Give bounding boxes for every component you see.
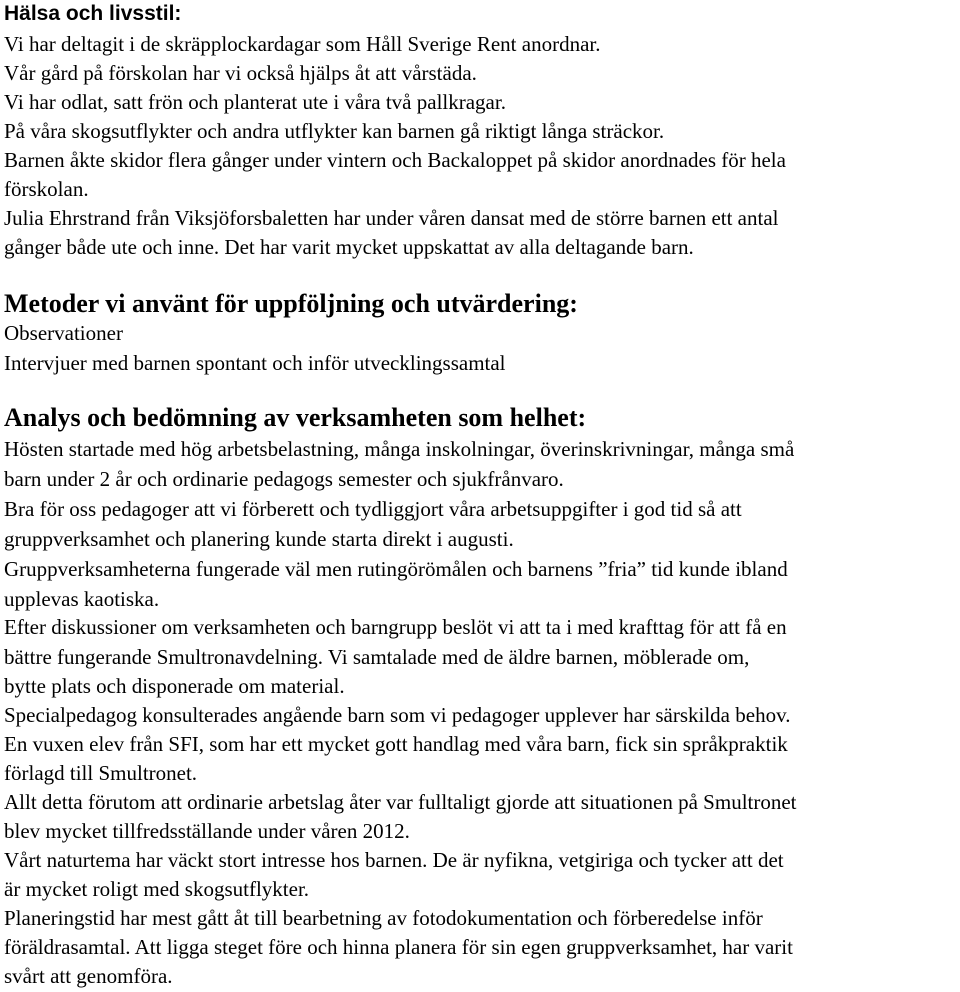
heading-methods: Metoder vi använt för uppföljning och utvärdering:	[4, 289, 578, 318]
paragraph-line: Hösten startade med hög arbetsbelastning, många inskolningar, överinskrivningar, många små	[4, 437, 795, 461]
paragraph-line: Intervjuer med barnen spontant och inför utvecklingssamtal	[4, 351, 506, 375]
paragraph-line: Planeringstid har mest gått åt till bearbetning av fotodokumentation och förberedelse inför	[4, 906, 763, 930]
paragraph-line: är mycket roligt med skogsutflykter.	[4, 877, 310, 901]
paragraph-line: Vi har odlat, satt frön och planterat ute i våra två pallkragar.	[4, 90, 506, 114]
paragraph-line: Barnen åkte skidor flera gånger under vintern och Backaloppet på skidor anordnades för hela	[4, 148, 786, 172]
paragraph-line: Bra för oss pedagoger att vi förberett och tydliggjort våra arbetsuppgifter i god tid så att	[4, 497, 742, 521]
heading-analysis: Analys och bedömning av verksamheten som helhet:	[4, 403, 587, 432]
paragraph-line: Efter diskussioner om verksamheten och barngrupp beslöt vi att ta i med krafttag för att få en	[4, 615, 787, 639]
paragraph-line: Allt detta förutom att ordinarie arbetslag åter var fulltaligt gjorde att situationen på Smultronet	[4, 790, 797, 814]
paragraph-line: gånger både ute och inne. Det har varit mycket uppskattat av alla deltagande barn.	[4, 235, 694, 259]
paragraph-line: blev mycket tillfredsställande under våren 2012.	[4, 819, 410, 843]
paragraph-line: Observationer	[4, 321, 123, 345]
paragraph-line: Gruppverksamheterna fungerade väl men rutingörömålen och barnens ”fria” tid kunde ibland	[4, 557, 788, 581]
paragraph-line: barn under 2 år och ordinarie pedagogs semester och sjukfrånvaro.	[4, 467, 564, 491]
paragraph-line: svårt att genomföra.	[4, 964, 173, 988]
paragraph-line: förlagd till Smultronet.	[4, 761, 198, 785]
paragraph-line: Vårt naturtema har väckt stort intresse hos barnen. De är nyfikna, vetgiriga och tycker att det	[4, 848, 784, 872]
paragraph-line: En vuxen elev från SFI, som har ett mycket gott handlag med våra barn, fick sin språkpraktik	[4, 732, 788, 756]
paragraph-line: Vår gård på förskolan har vi också hjälps åt att vårstäda.	[4, 61, 477, 85]
paragraph-line: bytte plats och disponerade om material.	[4, 674, 345, 698]
paragraph-line: upplevas kaotiska.	[4, 587, 160, 611]
paragraph-line: förskolan.	[4, 177, 89, 201]
paragraph-line: gruppverksamhet och planering kunde starta direkt i augusti.	[4, 527, 514, 551]
paragraph-line: Julia Ehrstrand från Viksjöforsbaletten har under våren dansat med de större barnen ett antal	[4, 206, 779, 230]
paragraph-line: På våra skogsutflykter och andra utflykter kan barnen gå riktigt långa sträckor.	[4, 119, 665, 143]
paragraph-line: bättre fungerande Smultronavdelning. Vi samtalade med de äldre barnen, möblerade om,	[4, 645, 750, 669]
paragraph-line: föräldrasamtal. Att ligga steget före och hinna planera för sin egen gruppverksamhet, har varit	[4, 935, 793, 959]
paragraph-line: Specialpedagog konsulterades angående barn som vi pedagoger upplever har särskilda behov.	[4, 703, 791, 727]
paragraph-line: Vi har deltagit i de skräpplockardagar som Håll Sverige Rent anordnar.	[4, 32, 601, 56]
heading-health: Hälsa och livsstil:	[4, 2, 182, 25]
